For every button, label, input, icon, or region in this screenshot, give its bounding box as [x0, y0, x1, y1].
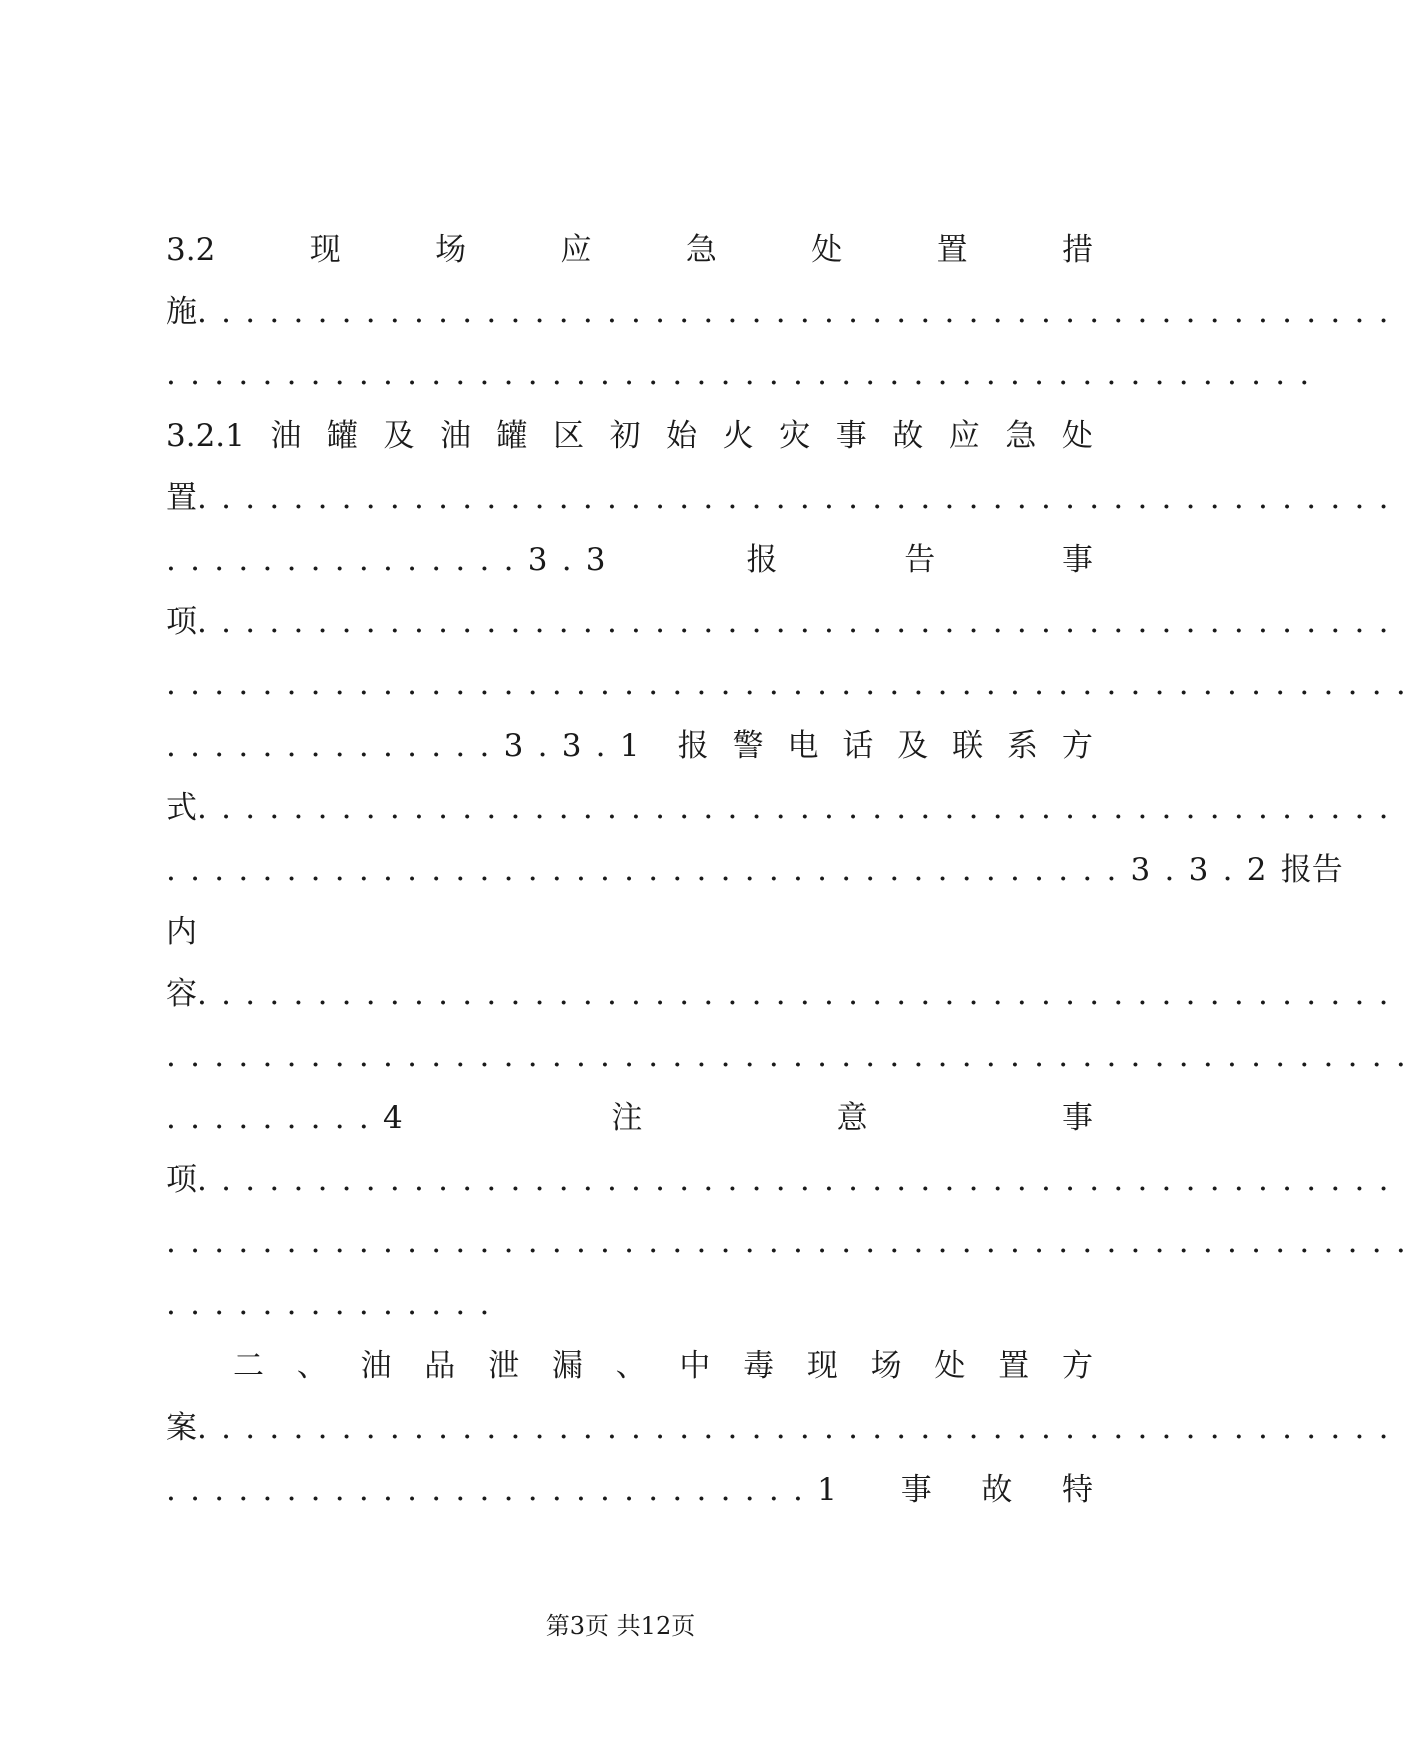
- toc-text: 油: [440, 418, 472, 454]
- toc-leader-dots: ..................................................: [197, 976, 1403, 1012]
- toc-text: 灾: [779, 418, 811, 454]
- toc-leader-dots: ....................................................: [166, 1224, 1420, 1260]
- toc-text: 及: [383, 418, 415, 454]
- toc-text: 处: [1061, 418, 1093, 454]
- toc-text: 现: [309, 232, 341, 268]
- toc-text: ...........................1: [166, 1472, 852, 1508]
- toc-text: 内: [166, 914, 197, 950]
- toc-text: 、: [296, 1348, 328, 1384]
- toc-line: [166, 478, 1403, 518]
- toc-leader-dots: ....................................................: [166, 666, 1420, 702]
- toc-text: 报: [746, 542, 778, 578]
- toc-leader-dots: ..................................................: [197, 294, 1403, 330]
- toc-text: 案: [166, 1410, 197, 1446]
- toc-text: 火: [722, 418, 754, 454]
- toc-text: 方: [1061, 1348, 1093, 1384]
- toc-text: 项: [166, 604, 197, 640]
- toc-text: 应: [948, 418, 980, 454]
- toc-line-4: [166, 1098, 1093, 1138]
- toc-text: 置: [166, 480, 197, 516]
- toc-text: 事: [900, 1472, 932, 1508]
- toc-text: 事: [1062, 542, 1093, 578]
- toc-text: 告: [1311, 852, 1343, 888]
- toc-line: [166, 912, 1093, 952]
- toc-text: 初: [609, 418, 641, 454]
- toc-text: 方: [1061, 728, 1093, 764]
- toc-line-3-2-1: [166, 416, 1093, 456]
- toc-text: 及: [897, 728, 929, 764]
- toc-line: [166, 1222, 1420, 1262]
- toc-text: 处: [811, 232, 843, 268]
- toc-text: 报: [1280, 852, 1312, 888]
- toc-text: 处: [934, 1348, 966, 1384]
- toc-text: 告: [904, 542, 936, 578]
- toc-line-3-3-2: [166, 850, 1343, 890]
- toc-text: 故: [892, 418, 924, 454]
- toc-text: 罐: [496, 418, 528, 454]
- toc-leader-dots: ..................................................: [197, 1162, 1403, 1198]
- toc-text: 场: [435, 232, 467, 268]
- toc-text: 油: [270, 418, 302, 454]
- toc-text: 漏: [551, 1348, 583, 1384]
- toc-leader-dots: ..................................................: [197, 480, 1403, 516]
- toc-line: [166, 602, 1403, 642]
- toc-line: [166, 1036, 1420, 1076]
- toc-text: 注: [611, 1100, 643, 1136]
- toc-text: 始: [666, 418, 698, 454]
- toc-text: 罐: [326, 418, 358, 454]
- toc-line-3-3-1: [166, 726, 1093, 766]
- toc-text: 应: [560, 232, 592, 268]
- toc-leader-dots: ..................................................: [197, 790, 1403, 826]
- toc-line: [166, 292, 1403, 332]
- toc-text: 措: [1061, 232, 1093, 268]
- toc-text: 场: [870, 1348, 902, 1384]
- toc-text: 急: [1005, 418, 1037, 454]
- page-footer: 第3页 共12页: [545, 1612, 696, 1640]
- toc-line: [166, 1408, 1403, 1448]
- toc-text: 电: [787, 728, 819, 764]
- toc-text: 事: [835, 418, 867, 454]
- toc-leader-dots: ................................................: [166, 356, 1324, 392]
- toc-text: ..............3.3.1: [166, 728, 654, 764]
- toc-text: 系: [1007, 728, 1039, 764]
- toc-text: 特: [1061, 1472, 1093, 1508]
- toc-text: 油: [360, 1348, 392, 1384]
- toc-text: 现: [806, 1348, 838, 1384]
- toc-text: 警: [732, 728, 764, 764]
- toc-text: .........4: [166, 1100, 418, 1136]
- toc-text: 意: [836, 1100, 868, 1136]
- toc-line-section-2: [233, 1346, 1093, 1386]
- toc-line: [166, 354, 1324, 394]
- toc-text: 置: [998, 1348, 1030, 1384]
- toc-text: 施: [166, 294, 197, 330]
- toc-text: 置: [936, 232, 968, 268]
- toc-text: 中: [679, 1348, 711, 1384]
- toc-text: 、: [615, 1348, 647, 1384]
- toc-text: ...............3.3: [166, 542, 620, 578]
- toc-text: 二: [233, 1348, 264, 1384]
- toc-line-3-2: [166, 230, 1093, 270]
- toc-text: 话: [842, 728, 874, 764]
- toc-leader-dots: ..................................................: [197, 604, 1403, 640]
- toc-text: 毒: [743, 1348, 775, 1384]
- toc-leader-dots: ..............: [166, 1286, 504, 1322]
- toc-leader-dots: ..................................................: [197, 1410, 1403, 1446]
- toc-text: ........................................3.3.2: [166, 852, 1281, 888]
- toc-line: [166, 1160, 1403, 1200]
- toc-text: 联: [952, 728, 984, 764]
- toc-text: 项: [166, 1162, 197, 1198]
- toc-text: 报: [677, 728, 709, 764]
- toc-line: [166, 664, 1420, 704]
- toc-line: [166, 788, 1403, 828]
- toc-text: 容: [166, 976, 197, 1012]
- toc-line: [166, 974, 1403, 1014]
- toc-text: 事: [1062, 1100, 1093, 1136]
- toc-text: 急: [685, 232, 717, 268]
- toc-text: 3.2: [166, 232, 216, 268]
- toc-text: 泄: [488, 1348, 520, 1384]
- toc-leader-dots: ....................................................: [166, 1038, 1420, 1074]
- toc-text: 式: [166, 790, 197, 826]
- toc-line-3-3: [166, 540, 1093, 580]
- toc-text: 故: [981, 1472, 1013, 1508]
- toc-text: 3.2.1: [166, 418, 245, 454]
- toc-line: [166, 1284, 1093, 1324]
- toc-line-1: [166, 1470, 1093, 1510]
- toc-text: 区: [553, 418, 585, 454]
- toc-text: 品: [424, 1348, 456, 1384]
